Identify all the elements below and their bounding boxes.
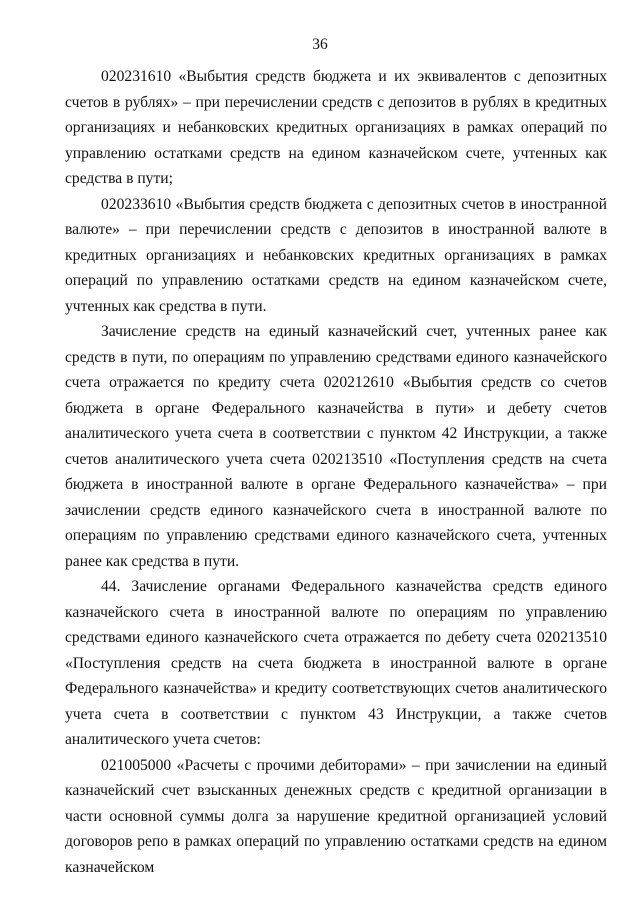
- paragraph-account-021005000: 021005000 «Расчеты с прочими дебиторами» – при зачислении на единый казначейский счет взысканных денежных средств с кредитной организации в части основной суммы долга за нарушение кредитной организацией условий договоров репо в рамках операций по управлению остатками средств на едином казначейском: [65, 756, 607, 876]
- paragraph-account-020231610: 020231610 «Выбытия средств бюджета и их эквивалентов с депозитных счетов в рублях» – при перечислении средств с депозитов в рублях в кредитных организациях и небанковских кредитных организациях в рамках операций по управлению остатками средств на едином казначейском счете, учтенных как средства в пути;: [65, 68, 607, 187]
- paragraph-account-020233610: 020233610 «Выбытия средств бюджета с депозитных счетов в иностранной валюте» – при перечислении средств с депозитов в иностранной валюте в кредитных организациях и небанковских кредитных организациях в рамках операций по управлению остатками средств на едином казначейском счете, учтенных как средства в пути.: [65, 195, 607, 315]
- paragraph-item-44: 44. Зачисление органами Федерального казначейства средств единого казначейского счета в иностранной валюте по операциям по управлению средствами единого казначейского счета отражается по дебету счета 020213510 «Поступления средств на счета бюджета в иностранной валюте в органе Федерального казначейства» и кредиту соответствующих счетов аналитического учета счета в соответствии с пунктом 43 Инструкции, а также счетов аналитического учета счетов:: [65, 578, 607, 748]
- page-number: 36: [312, 36, 328, 53]
- document-body: [65, 64, 607, 880]
- paragraph-treasury-crediting: Зачисление средств на единый казначейский счет, учтенных ранее как средств в пути, по операциям по управлению средствами единого казначейского счета отражается по кредиту счета 020212610 «Выбытия средств со счетов бюджета в органе Федерального казначейства в пути» и дебету счетов аналитического учета счета в соответствии с пунктом 42 Инструкции, а также счетов аналитического учета счета 020213510 «Поступления средств на счета бюджета в иностранной валюте в органе Федерального казначейства» – при зачислении средств единого казначейского счета в иностранной валюте по операциям по управлению средствами единого казначейского счета, учтенных ранее как средства в пути.: [65, 323, 607, 570]
